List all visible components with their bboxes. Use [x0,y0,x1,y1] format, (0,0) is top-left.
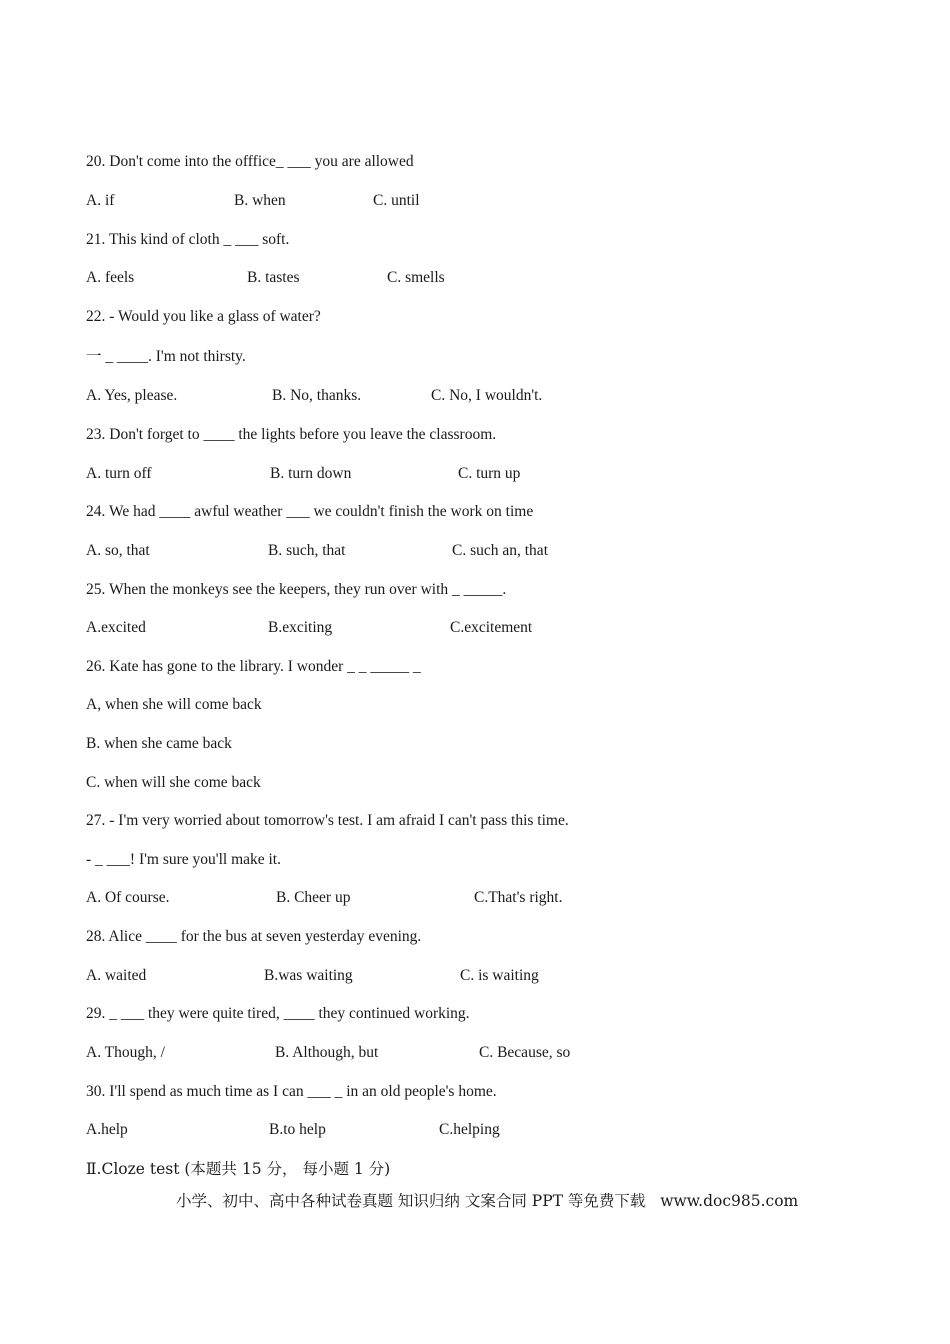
section-title: Ⅱ.Cloze test (本题共 15 分， 每小题 1 分) [86,1160,391,1178]
question-21-option-a: A. feels [86,269,135,286]
question-22-stem: 22. - Would you like a glass of water? [86,308,321,325]
question-28-option-c: C. is waiting [460,967,539,984]
question-28-option-b: B.was waiting [264,967,353,984]
page-footer: 小学、初中、高中各种试卷真题 知识归纳 文案合同 PPT 等免费下载 www.doc985.com [176,1192,799,1210]
question-21-option-b: B. tastes [247,269,300,286]
question-20-option-a: A. if [86,192,115,209]
question-23-option-c: C. turn up [458,465,521,482]
question-30-stem: 30. I'll spend as much time as I can ___ _ in an old people's home. [86,1083,497,1100]
question-25-option-c: C.excitement [450,619,533,636]
question-25-stem: 25. When the monkeys see the keepers, they run over with _ _____. [86,581,507,598]
question-29-option-a: A. Though, / [86,1044,165,1061]
question-30-option-b: B.to help [269,1121,326,1138]
question-22-option-b: B. No, thanks. [272,387,362,404]
question-25-option-b: B.exciting [268,619,333,636]
question-20-option-b: B. when [234,192,286,209]
question-24-option-a: A. so, that [86,542,150,559]
question-27-stem: 27. - I'm very worried about tomorrow's test. I am afraid I can't pass this time. [86,812,569,829]
question-24-stem: 24. We had ____ awful weather ___ we couldn't finish the work on time [86,503,534,520]
question-27-option-a: A. Of course. [86,889,170,906]
question-29-option-c: C. Because, so [479,1044,571,1061]
question-22-option-a: A. Yes, please. [86,387,178,404]
question-29-option-b: B. Although, but [275,1044,379,1061]
question-23-stem: 23. Don't forget to ____ the lights before you leave the classroom. [86,426,497,443]
question-27-option-b: B. Cheer up [276,889,351,906]
question-20-stem: 20. Don't come into the offfice_ ___ you are allowed [86,153,414,170]
question-22-reply: 一 _ ____. I'm not thirsty. [86,348,246,365]
question-26-stem: 26. Kate has gone to the library. I wonder _ _ _____ _ [86,658,421,675]
question-24-option-c: C. such an, that [452,542,548,559]
question-23-option-a: A. turn off [86,465,152,482]
question-28-option-a: A. waited [86,967,147,984]
question-21-option-c: C. smells [387,269,445,286]
question-23-option-b: B. turn down [270,465,352,482]
question-30-option-a: A.help [86,1121,128,1138]
question-29-stem: 29. _ ___ they were quite tired, ____ they continued working. [86,1005,470,1022]
question-27-reply: - _ ___! I'm sure you'll make it. [86,851,281,868]
question-20-option-c: C. until [373,192,420,209]
question-26-option-c: C. when will she come back [86,774,261,791]
question-30-option-c: C.helping [439,1121,500,1138]
question-24-option-b: B. such, that [268,542,346,559]
question-22-option-c: C. No, I wouldn't. [431,387,543,404]
question-28-stem: 28. Alice ____ for the bus at seven yesterday evening. [86,928,422,945]
question-26-option-b: B. when she came back [86,735,232,752]
question-26-option-a: A, when she will come back [86,696,262,713]
question-25-option-a: A.excited [86,619,146,636]
question-21-stem: 21. This kind of cloth _ ___ soft. [86,231,290,248]
question-27-option-c: C.That's right. [474,889,563,906]
